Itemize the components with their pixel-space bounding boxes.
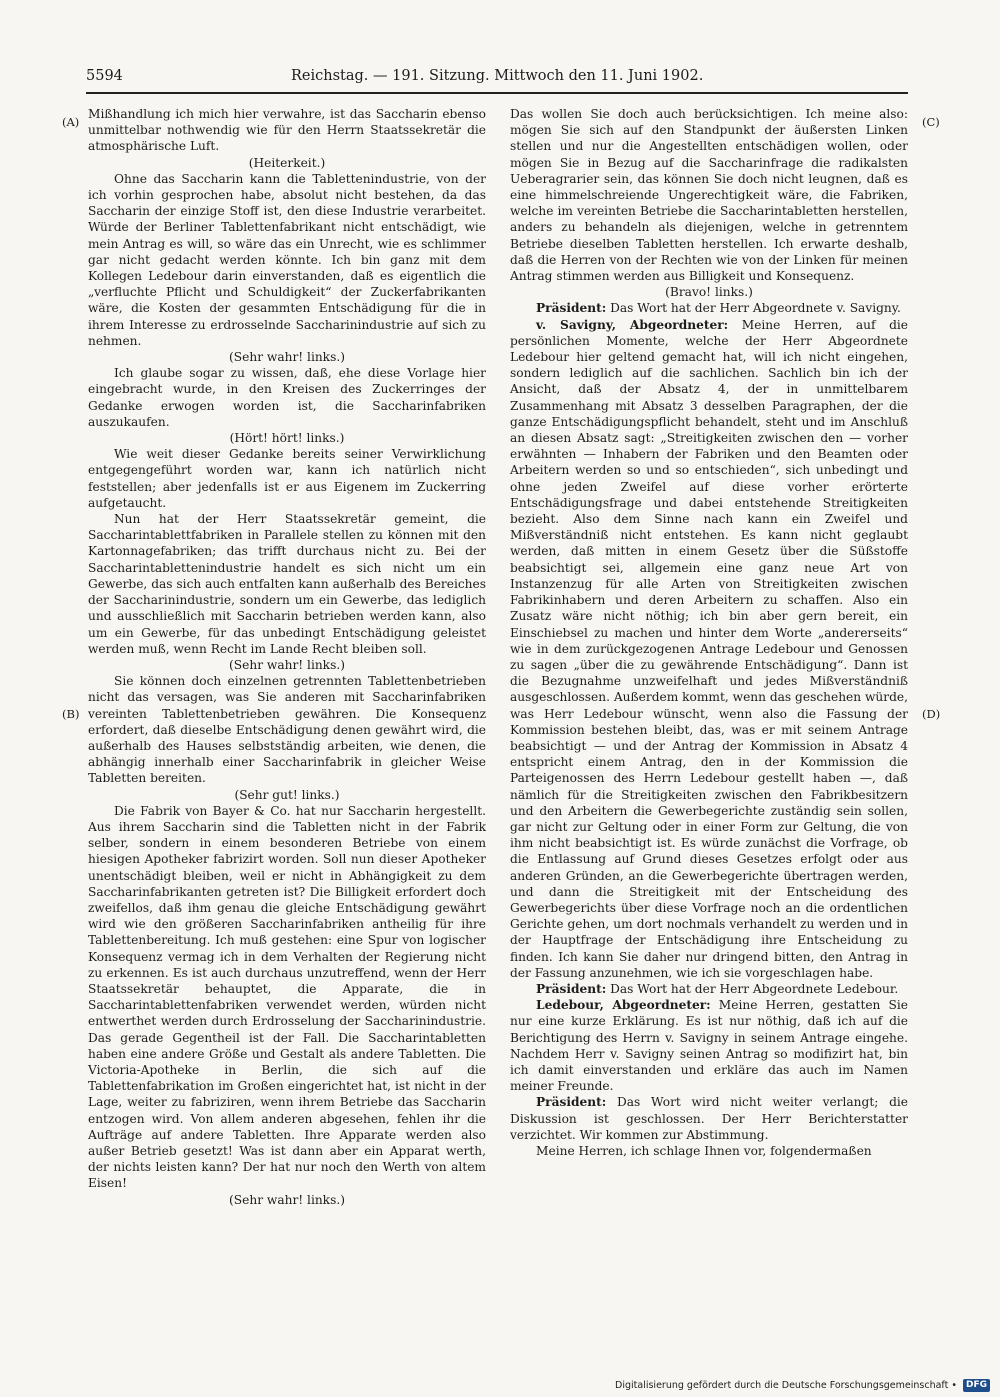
speaker-name: v. Savigny, Abgeordneter: xyxy=(536,317,729,332)
paragraph: Mißhandlung ich mich hier verwahre, ist das Saccharin ebenso unmittelbar nothwendig wie für den Herrn Staatssekretär die atmosphärische Luft. xyxy=(88,107,486,154)
left-column xyxy=(88,106,486,1208)
margin-marker-d: (D) xyxy=(922,707,941,721)
margin-marker-b: (B) xyxy=(62,707,80,721)
interjection: (Sehr wahr! links.) xyxy=(229,350,345,365)
right-column xyxy=(510,106,908,1159)
interjection: (Sehr gut! links.) xyxy=(234,787,340,802)
paragraph: Die Fabrik von Bayer & Co. hat nur Saccharin hergestellt. Aus ihrem Saccharin sind die Tabletten nicht in der Fabrik selber, sondern in einem besonderen Betriebe von einem hiesigen Apotheker fabrizirt worden. Soll nun dieser Apotheker unentschädigt bleiben, weil er nicht in Abhängigkeit zu dem Saccharinfabrikanten getreten ist? Die Billigkeit erfordert doch zweifellos, daß ihm genau die gleiche Entschädigung gewährt wird wie den größeren Saccharinfabriken antheilig für ihre Tablettenbereitung. Ich muß gestehen: eine Spur von logischer Konsequenz vermag ich in dem Verhalten der Regierung nicht zu erkennen. Es ist auch durchaus unzutreffend, wenn der Herr Staatssekretär behauptet, die Apparate, die in Saccharintablettenfabriken verwendet werden, würden nicht entwerthet werden durch Erdrosselung der Saccharinindustrie. Das gerade Gegentheil ist der Fall. Die Saccharintabletten haben eine andere Größe und Gestalt als andere Tabletten. Die Victoria-Apotheke in Berlin, die sich auf die Tablettenfabrikation im Großen eingerichtet hat, ist nicht in der Lage, weiter zu fabriziren, wenn ihrem Betriebe das Saccharin entzogen wird. Von allem anderen abgesehen, fehlen ihr die Aufträge auf andere Tabletten. Ihre Apparate werden also außer Betrieb gesetzt! Was ist dann aber ein Apparat werth, der nichts leisten kann? Der hat nur noch den Werth von altem Eisen! xyxy=(88,803,486,1191)
paragraph: Ohne das Saccharin kann die Tablettenindustrie, von der ich vorhin gesprochen habe, absolut nicht bestehen, da das Saccharin der einzige Stoff ist, den diese Industrie verarbeitet. Würde der Berliner Tablettenfabrikant nicht entschädigt, wie mein Antrag es will, so wäre das ein Unrecht, wie es schlimmer gar nicht gedacht werden könnte. Ich bin ganz mit dem Kollegen Ledebour darin einverstanden, daß es eigentlich die „verfluchte Pflicht und Schuldigkeit“ der Zuckerfabrikanten wäre, die Kosten der gesammten Entschädigung für die in ihrem Interesse zu erdrosselnde Saccharinindustrie auf sich zu nehmen. xyxy=(88,171,486,348)
speaker-name: Präsident: xyxy=(536,1095,607,1110)
paragraph: Das wollen Sie doch auch berücksichtigen. Ich meine also: mögen Sie sich auf den Standpunkt der äußersten Linken stellen und nur die Angestellten entschädigen wollen, oder mögen Sie in Bezug auf die Saccharinfrage die radikalsten Ueberagrarier sein, das können Sie doch nicht leugnen, daß es eine himmelschreiende Ungerechtigkeit wäre, die Fabriken, welche im vereinten Betriebe die Saccharintabletten herstellen, anders zu behandeln als diejenigen, welche in getrenntem Betriebe dieselben Tabletten herstellen. Ich erwarte deshalb, daß die Herren von der Rechten wie von der Linken für meinen Antrag stimmen werden aus Billigkeit und Konsequenz. xyxy=(510,107,908,284)
page-number: 5594 xyxy=(86,68,123,84)
paragraph: Nun hat der Herr Staatssekretär gemeint, die Saccharintablettfabriken in Parallele stellen zu können mit den Kartonnagefabriken; das trifft durchaus nicht zu. Bei der Saccharintablettenindustrie handelt es sich nicht um ein Gewerbe, das sich auch entfalten kann außerhalb des Bereiches der Saccharinindustrie, sondern um ein Gewerbe, das lediglich und ausschließlich mit Saccharin betrieben werden kann, also um ein Gewerbe, für das unbedingt Entschädigung geleistet werden muß, wenn Recht im Lande Recht bleiben soll. xyxy=(88,512,486,656)
paragraph: Wie weit dieser Gedanke bereits seiner Verwirklichung entgegengeführt worden war, kann ich natürlich nicht feststellen; aber jedenfalls ist er aus Eigenem im Zuckerring aufgetaucht. xyxy=(88,447,486,510)
speaker-paragraph: v. Savigny, Abgeordneter: Meine Herren, auf die persönlichen Momente, welche der Herr Abgeordnete Ledebour hier geltend gemacht hat, will ich nicht eingehen, sondern lediglich auf die sachlichen. Sachlich bin ich der Ansicht, daß der Absatz 4, der in unmittelbarem Zusammenhang mit Absatz 3 desselben Paragraphen, der die ganze Entschädigungspflicht behandelt, steht und im Anschluß an diesen Absatz sagt: „Streitigkeiten zwischen den — vorher erwähnten — Inhabern der Fabriken und den Beamten oder Arbeitern werden so und so entschieden“, sich unbedingt und ohne jeden Zweifel auf diese vorher erörterte Entschädigungsfrage und dabei entstehende Streitigkeiten bezieht. Also dem Sinne nach kann ein Zweifel und Mißverständniß nicht entstehen. Es kann nicht geglaubt werden, daß mitten in einem Gesetz über die Süßstoffe beabsichtigt sei, allgemein eine ganz neue Art von Instanzenzug für alle Arten von Streitigkeiten zwischen Fabrikinhabern und deren Arbeitern zu schaffen. Also ein Zusatz wäre nicht nöthig; ich bin aber gern bereit, ein Einschiebsel zu machen und hinter dem Worte „andererseits“ wie in dem zurückgezogenen Antrage Ledebour und Genossen zu sagen „über die zu gewährende Entschädigung“. Dann ist die Bezugnahme unzweifelhaft und jedes Mißverständniß ausgeschlossen. Außerdem kommt, wenn das geschehen würde, was Herr Ledebour wünscht, wenn also die Fassung der Kommission bestehen bleibt, das, was er mit seinem Antrage beabsichtigt — und der Antrag der Kommission in Absatz 4 entspricht einem Antrag, den in der Kommission die Parteigenossen des Herrn Ledebour gestellt haben —, daß nämlich für die Streitigkeiten zwischen den Fabrikbesitzern und den Arbeitern die Gewerbegerichte zuständig sein sollen, gar nicht zur Geltung oder in einer Form zur Geltung, die von ihm nicht beabsichtigt ist. Es würde zunächst die Vorfrage, ob die Entlassung auf Grund dieses Gesetzes erfolgt oder aus anderen Gründen, an die Gewerbegerichte übertragen werden, und dann die Streitigkeit mit der Entscheidung des Gewerbegerichts über diese Vorfrage noch an die ordentlichen Gerichte gehen, um dort nochmals verhandelt zu werden und in der Hauptfrage der Entschädigung ihre Entscheidung zu finden. Ich kann Sie daher nur dringend bitten, den Antrag in der Fassung anzunehmen, wie ich sie vorgeschlagen habe. xyxy=(510,317,908,980)
interjection: (Heiterkeit.) xyxy=(248,155,326,170)
interjection: (Bravo! links.) xyxy=(665,285,753,300)
page-header xyxy=(86,64,908,88)
speaker-paragraph: Präsident: Das Wort hat der Herr Abgeordnete Ledebour. xyxy=(536,981,899,996)
speaker-name: Präsident: xyxy=(536,981,607,996)
paragraph: Meine Herren, ich schlage Ihnen vor, folgendermaßen xyxy=(536,1144,872,1158)
footer-text: Digitalisierung gefördert durch die Deutsche Forschungsgemeinschaft • xyxy=(615,1380,957,1391)
interjection: (Sehr wahr! links.) xyxy=(229,657,345,672)
margin-marker-c: (C) xyxy=(922,115,940,129)
speaker-paragraph: Ledebour, Abgeordneter: Meine Herren, gestatten Sie nur eine kurze Erklärung. Es ist nur nöthig, daß ich auf die Berichtigung des Herrn v. Savigny in seinem Antrage eingehe. Nachdem Herr v. Savigny seinen Antrag so modifizirt hat, bin ich damit einverstanden und erkläre das auch im Namen meiner Freunde. xyxy=(510,998,909,1094)
interjection: (Hört! hört! links.) xyxy=(229,431,345,446)
dfg-logo: DFG xyxy=(963,1379,990,1392)
speaker-name: Präsident: xyxy=(536,301,607,316)
interjection: (Sehr wahr! links.) xyxy=(229,1192,345,1207)
speaker-paragraph: Präsident: Das Wort wird nicht weiter verlangt; die Diskussion ist geschlossen. Der Herr Berichterstatter verzichtet. Wir kommen zur Abstimmung. xyxy=(510,1095,908,1142)
header-rule xyxy=(86,92,908,94)
speaker-paragraph: Präsident: Das Wort hat der Herr Abgeordnete v. Savigny. xyxy=(536,301,901,316)
paragraph: Ich glaube sogar zu wissen, daß, ehe diese Vorlage hier eingebracht wurde, in den Kreisen des Zuckerringes der Gedanke erwogen worden ist, die Saccharinfabriken auszukaufen. xyxy=(88,366,486,429)
speaker-name: Ledebour, Abgeordneter: xyxy=(536,998,711,1013)
margin-marker-a: (A) xyxy=(62,115,80,129)
paragraph: Sie können doch einzelnen getrennten Tablettenbetrieben nicht das versagen, was Sie anderen mit Saccharinfabriken vereinten Tablettenbetrieben gewähren. Die Konsequenz erfordert, daß dieselbe Entschädigung denen gewährt wird, die außerhalb des Hauses selbstständig arbeiten, wie denen, die abhängig innerhalb einer Saccharinfabrik in gleicher Weise Tabletten bereiten. xyxy=(88,674,486,786)
footer-credit xyxy=(600,1378,990,1394)
page-running-title: Reichstag. — 191. Sitzung. Mittwoch den 11. Juni 1902. xyxy=(291,68,704,84)
